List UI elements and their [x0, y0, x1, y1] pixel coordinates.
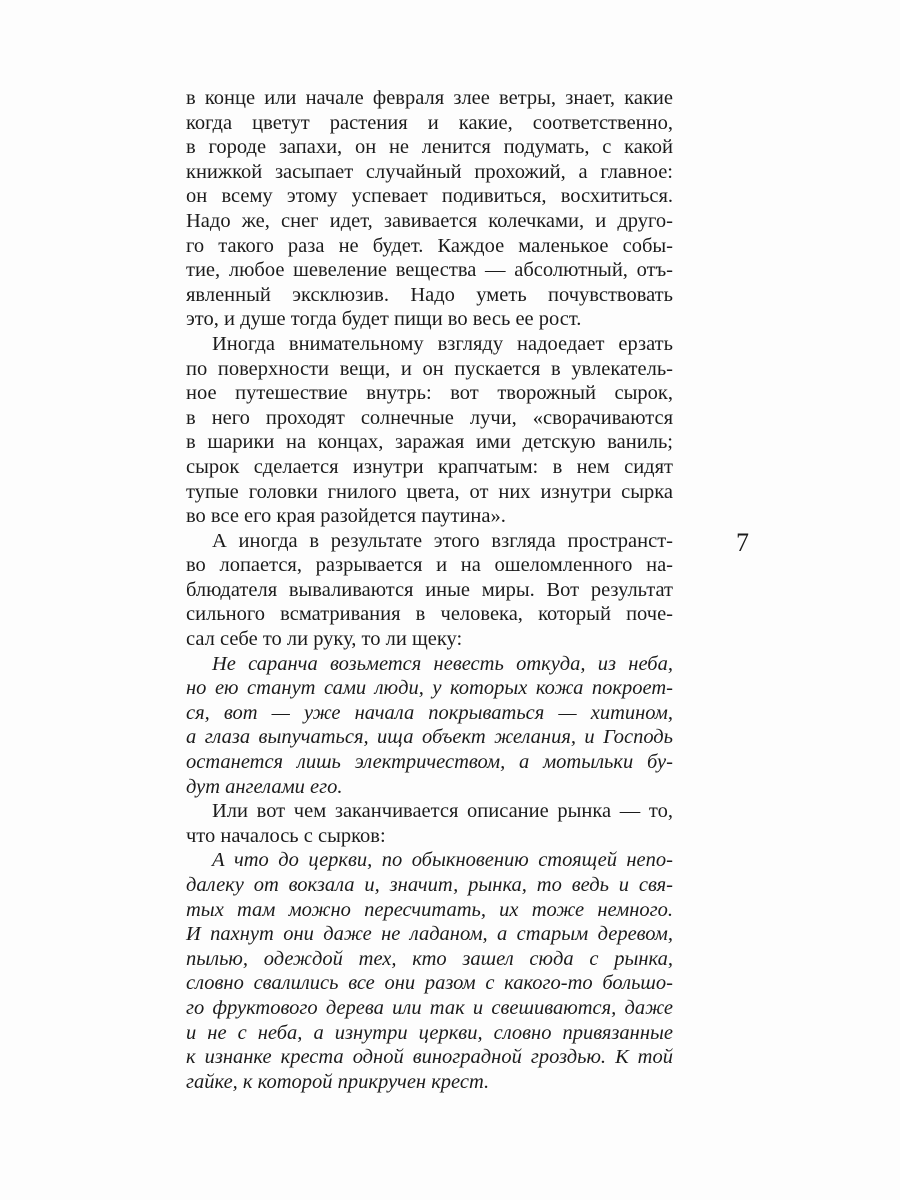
quote-line: дут ангелами его. — [186, 775, 343, 798]
quote-line: к изнанке креста одной виноградной гроздью. К той — [186, 1046, 673, 1069]
text-line: сырок сделается изнутри крапчатым: в нем сидят — [186, 455, 673, 478]
text-line: ное путешествие внутрь: вот творожный сырок, — [186, 382, 673, 405]
quote-line: а глаза выпучаться, ища объект желания, и Господь — [186, 726, 673, 749]
quote-line: А что до церкви, по обыкновению стоящей непо- — [212, 849, 673, 872]
text-line: когда цветут растения и какие, соответственно, — [186, 111, 673, 134]
quote-line: останется лишь электричеством, а мотыльки бу- — [186, 751, 673, 774]
text-line: это, и душе тогда будет пищи во весь ее рост. — [186, 308, 582, 331]
text-line: в шарики на концах, заражая ими детскую ваниль; — [186, 431, 673, 454]
text-line: что началось с сырков: — [186, 824, 386, 847]
text-line: во лопается, разрывается и на ошеломленного на- — [186, 554, 673, 577]
page-number: 7 — [736, 528, 749, 557]
text-line: сильного всматривания в человека, который поче- — [186, 603, 673, 626]
quote-line: ся, вот — уже начала покрываться — хитином, — [186, 701, 673, 724]
quote-line: далеку от вокзала и, значит, рынка, то ведь и свя- — [186, 874, 673, 896]
text-line: тупые головки гнилого цвета, от них изнутри сырка — [186, 480, 673, 503]
text-line: тие, любое шевеление вещества — абсолютный, отъ- — [186, 259, 673, 282]
text-line: в конце или начале февраля злее ветры, знает, какие — [186, 87, 673, 109]
quote-line: тых там можно пересчитать, их тоже немного. — [186, 898, 673, 921]
text-line: в него проходят солнечные лучи, «сворачиваются — [186, 406, 673, 429]
text-line: он всему этому успевает подивиться, восхититься. — [186, 185, 673, 208]
quote-line: И пахнут они даже не ладаном, а старым деревом, — [186, 923, 673, 946]
quote-line: гайке, к которой прикручен крест. — [186, 1070, 490, 1093]
text-line: во все его края разойдется паутина». — [186, 505, 506, 528]
body-text — [186, 86, 673, 1094]
text-line: А иногда в результате этого взгляда пространст- — [212, 529, 673, 552]
quote-line: пылью, одеждой тех, кто зашел сюда с рынка, — [186, 947, 673, 970]
quote-line: но ею станут сами люди, у которых кожа покроет- — [186, 677, 673, 700]
text-line: блюдателя вываливаются иные миры. Вот результат — [186, 578, 673, 601]
quote-line: словно свалились все они разом с какого-то большо- — [186, 972, 673, 995]
text-line: по поверхности вещи, и он пускается в увлекатель- — [186, 357, 673, 380]
text-line: сал себе то ли руку, то ли щеку: — [186, 628, 463, 651]
text-line: Иногда внимательному взгляду надоедает ерзать — [212, 332, 673, 355]
text-line: го такого раза не будет. Каждое маленькое собы- — [186, 234, 673, 257]
text-line: книжкой засыпает случайный прохожий, а главное: — [186, 160, 673, 183]
text-line: в городе запахи, он не ленится подумать, с какой — [186, 136, 673, 159]
text-line: Надо же, снег идет, завивается колечками, и друго- — [186, 209, 673, 232]
quote-line: Не саранча возьмется невесть откуда, из неба, — [212, 652, 673, 675]
quote-line: го фруктового дерева или так и свешиваются, даже — [186, 996, 673, 1019]
text-line: Или вот чем заканчивается описание рынка — то, — [212, 800, 673, 823]
quote-line: и не с неба, а изнутри церкви, словно привязанные — [186, 1021, 673, 1044]
text-line: явленный эксклюзив. Надо уметь почувствовать — [186, 283, 673, 306]
